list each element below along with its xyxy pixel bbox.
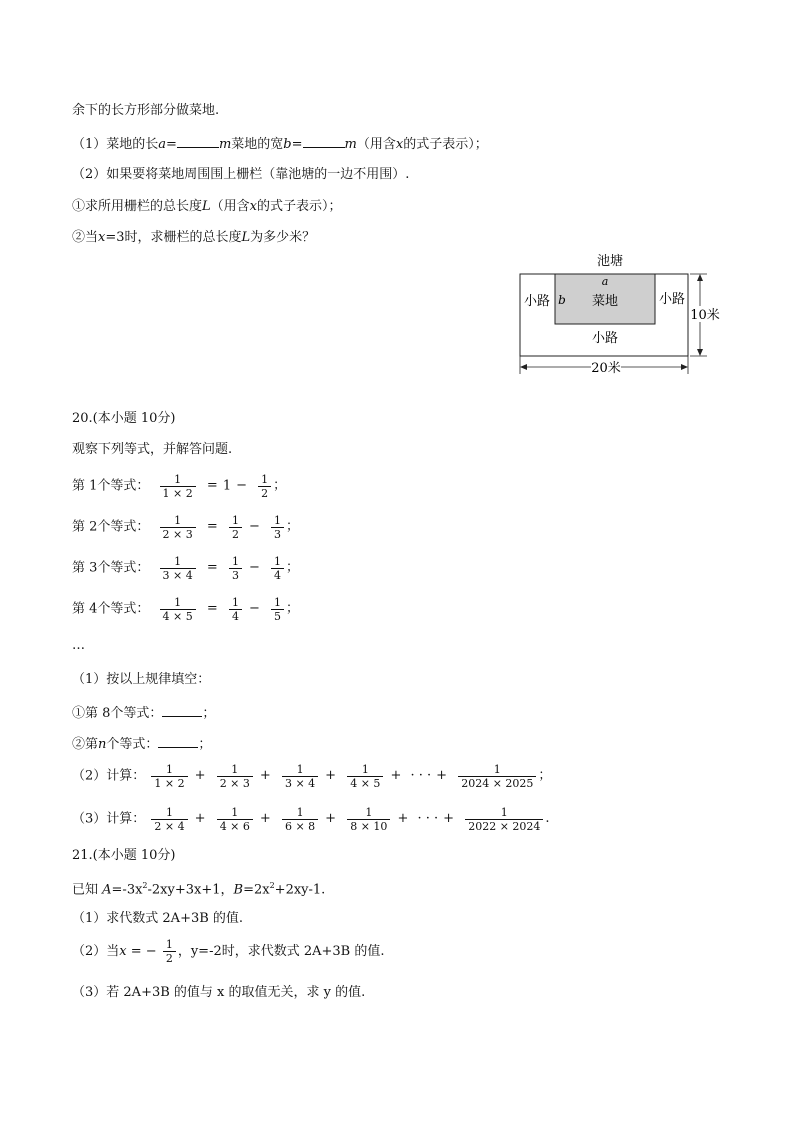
height-label: 10米: [690, 308, 720, 323]
q21-part3: （3）若 2A+3B 的值与 x 的取值无关，求 y 的值.: [72, 985, 366, 1000]
q19-sub2: ②当x=3时，求栅栏的总长度L为多少米？: [72, 230, 316, 245]
q20-part1: （1）按以上规律填空：: [72, 672, 211, 687]
q19-sub1: ①求所用栅栏的总长度L（用含x的式子表示）；: [72, 199, 342, 214]
q19-part1: （1）菜地的长a= m菜地的宽b= m（用含x的式子表示）；: [72, 134, 488, 154]
garden-label: 菜地: [591, 294, 619, 309]
label-b: b: [558, 293, 566, 307]
answer-blank-a[interactable]: [177, 134, 219, 148]
q21-given: 已知 $A=-3x^2-2xy+3x+1$，$B=2x^2+2xy-1$.: [72, 881, 326, 898]
answer-blank-eq8[interactable]: [162, 703, 202, 717]
road-right-label: 小路: [658, 292, 686, 307]
q21-part1: （1）求代数式 2A+3B 的值.: [72, 911, 244, 926]
q20-intro: 观察下列等式，并解答问题.: [72, 442, 233, 457]
q20-part2: （2）计算： $\frac{1}{1 \times 2}$ + $\frac{1}{2 \times 3}$ + $\frac{1}{3 \times 4}$ + $\frac{1}{4 \times 5}$ + · · · + $\frac{1}{2024 \times 2025}$ ；: [72, 762, 552, 790]
ellipsis: …: [72, 638, 85, 653]
q21-part2: （2）当x = − $\frac{1}{2}$ ，y=-2时，求代数式 2A+3B 的值.: [72, 938, 385, 965]
equation-1: 第 1个等式： $\frac{1}{1 \times 2}$ = 1 − $\frac{1}{2}$ ；: [72, 472, 287, 500]
label-a: a: [601, 275, 609, 288]
q20-fill-8: ①第 8个等式： ；: [72, 703, 215, 723]
equation-2: 第 2个等式： $\frac{1}{2 \times 3}$ = $\frac{1}{2}$ − $\frac{1}{3}$ ；: [72, 513, 300, 541]
pond-label: 池塘: [596, 254, 624, 269]
answer-blank-b[interactable]: [303, 134, 345, 148]
q19-part2: （2）如果要将菜地周围围上栅栏（靠池塘的一边不用围）.: [72, 167, 410, 182]
road-left-label: 小路: [523, 294, 551, 309]
equation-3: 第 3个等式： $\frac{1}{3 \times 4}$ = $\frac{1}{3}$ − $\frac{1}{4}$ ；: [72, 554, 300, 582]
width-label: 20米: [591, 361, 621, 376]
q19-intro: 余下的长方形部分做菜地.: [72, 103, 220, 118]
road-bottom-label: 小路: [591, 331, 619, 346]
q20-fill-n: ②第n个等式： ；: [72, 734, 211, 754]
answer-blank-eqn[interactable]: [158, 734, 198, 748]
q20-part3: （3）计算： $\frac{1}{2 \times 4}$ + $\frac{1}{4 \times 6}$ + $\frac{1}{6 \times 8}$ + $\frac{1}{8 \times 10}$ + · · · + $\frac{1}{2022 \times 2024}$ .: [72, 805, 550, 833]
q20-header: 20.(本小题 10分): [72, 411, 176, 426]
q21-header: 21.(本小题 10分): [72, 848, 176, 863]
garden-figure: [515, 248, 725, 378]
equation-4: 第 4个等式： $\frac{1}{4 \times 5}$ = $\frac{1}{4}$ − $\frac{1}{5}$ ；: [72, 595, 300, 623]
